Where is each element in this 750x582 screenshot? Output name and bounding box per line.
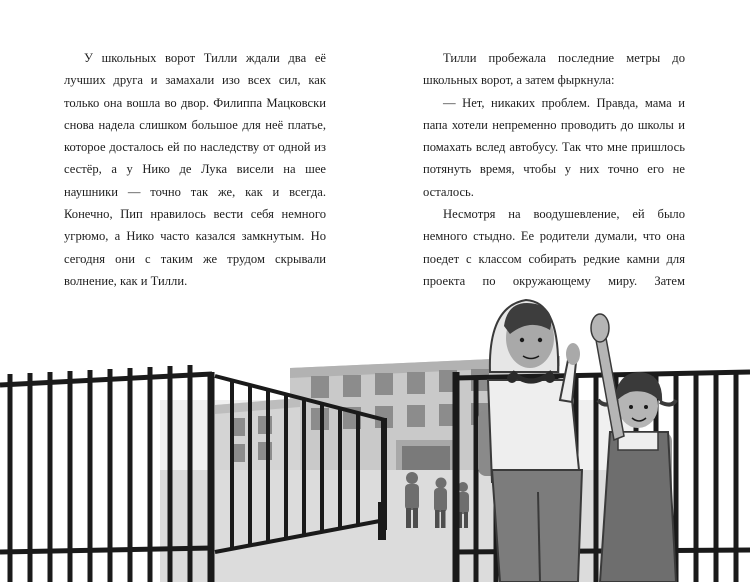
- paragraph: У школьных ворот Тилли ждали два её лучших друга и замахали изо всех сил, как только она вошла во двор. Филиппа Мацковски снова надела слишком большое для неё платье, которое досталось ей по наследству от одной из сестёр, а у Нико де Лука висели на шее наушники — точно так же, как и всегда. Конечно, Пип нравилось вести себя немного угрюмо, а Нико часто казался замкнутым. Но сегодня они с таким же трудом скрывали волнение, как и Тилли.: [64, 51, 326, 288]
- paragraph: — Нет, никаких проблем. Правда, мама и папа хотели непременно проводить до школы и помахать вслед автобусу. Так что мне пришлось потянуть время, чтобы у них точно его не осталось.: [423, 95, 685, 199]
- paragraph: Несмотря на воодушевление, ей было немного стыдно. Ее родители думали, что она поедет с классом собирать редкие камни для проекта по окружающему миру. Затем: [423, 207, 685, 288]
- paragraph: Тилли пробежала последние метры до школьных ворот, а затем фыркнула:: [423, 51, 685, 88]
- school-gate-illustration: [0, 296, 750, 582]
